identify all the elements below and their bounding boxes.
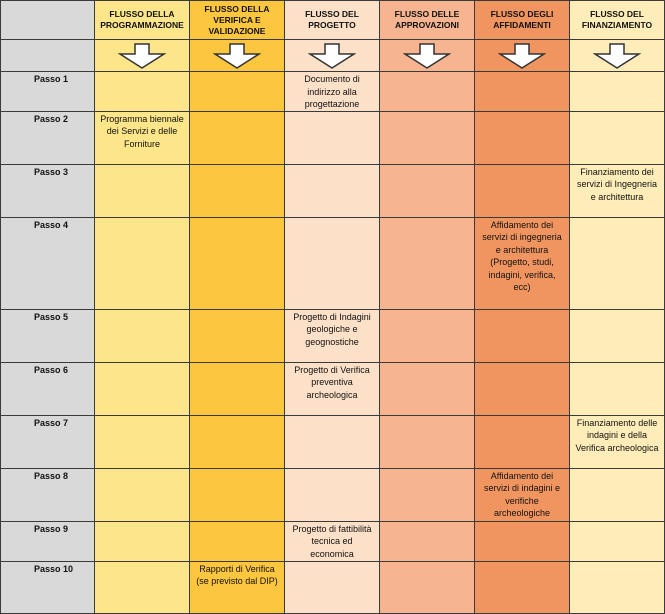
step-cell	[95, 415, 190, 468]
step-cell	[285, 164, 380, 217]
step-cell	[475, 111, 570, 164]
step-cell	[380, 217, 475, 309]
step-cell: Programma biennale dei Servizi e delle Forniture	[95, 111, 190, 164]
step-row	[1, 217, 665, 309]
step-cell	[380, 561, 475, 613]
step-label: Passo 2	[1, 111, 95, 164]
step-cell	[570, 561, 665, 613]
arrow-row	[1, 40, 665, 72]
step-cell	[570, 217, 665, 309]
step-label: Passo 5	[1, 309, 95, 362]
step-row	[1, 72, 665, 112]
step-cell	[380, 309, 475, 362]
step-row	[1, 521, 665, 561]
step-cell	[570, 468, 665, 521]
step-cell: Finanziamento delle indagini e della Verifica archeologica	[570, 415, 665, 468]
step-cell	[95, 217, 190, 309]
step-cell	[475, 561, 570, 613]
header-affidamenti: FLUSSO DEGLI AFFIDAMENTI	[475, 1, 570, 40]
arrow-cell	[380, 40, 475, 72]
step-cell	[475, 164, 570, 217]
down-arrow-icon	[308, 43, 356, 69]
step-row	[1, 309, 665, 362]
arrow-cell	[285, 40, 380, 72]
header-verifica: FLUSSO DELLA VERIFICA E VALIDAZIONE	[190, 1, 285, 40]
step-label: Passo 7	[1, 415, 95, 468]
header-approvazioni: FLUSSO DELLE APPROVAZIONI	[380, 1, 475, 40]
down-arrow-icon	[498, 43, 546, 69]
step-cell	[380, 72, 475, 112]
step-cell: Documento di indirizzo alla progettazione	[285, 72, 380, 112]
step-cell	[95, 164, 190, 217]
step-cell	[475, 72, 570, 112]
step-cell: Finanziamento dei servizi di Ingegneria e architettura	[570, 164, 665, 217]
arrow-cell	[190, 40, 285, 72]
down-arrow-icon	[403, 43, 451, 69]
step-row	[1, 561, 665, 613]
down-arrow-icon	[118, 43, 166, 69]
step-row	[1, 111, 665, 164]
step-cell	[380, 415, 475, 468]
step-cell	[95, 561, 190, 613]
step-cell	[190, 468, 285, 521]
step-row	[1, 415, 665, 468]
step-cell	[285, 415, 380, 468]
corner-cell	[1, 1, 95, 40]
step-label: Passo 10	[1, 561, 95, 613]
arrow-row-label	[1, 40, 95, 72]
step-cell	[380, 362, 475, 415]
step-cell: Affidamento dei servizi di ingegneria e architettura (Progetto, studi, indagini, verifica, ecc)	[475, 217, 570, 309]
step-cell	[95, 72, 190, 112]
step-cell: Progetto di fattibilità tecnica ed economica	[285, 521, 380, 561]
step-cell	[475, 521, 570, 561]
step-label: Passo 1	[1, 72, 95, 112]
arrow-cell	[475, 40, 570, 72]
step-cell	[380, 468, 475, 521]
step-cell	[190, 415, 285, 468]
step-cell	[570, 309, 665, 362]
step-label: Passo 6	[1, 362, 95, 415]
header-finanziamento: FLUSSO DEL FINANZIAMENTO	[570, 1, 665, 40]
arrow-cell	[95, 40, 190, 72]
step-cell	[95, 521, 190, 561]
step-cell: Affidamento dei servizi di indagini e verifiche archeologiche	[475, 468, 570, 521]
step-cell	[190, 521, 285, 561]
step-cell	[570, 362, 665, 415]
down-arrow-icon	[213, 43, 261, 69]
step-cell	[380, 521, 475, 561]
step-label: Passo 9	[1, 521, 95, 561]
step-label: Passo 3	[1, 164, 95, 217]
step-cell	[475, 309, 570, 362]
header-progetto: FLUSSO DEL PROGETTO	[285, 1, 380, 40]
step-cell	[570, 111, 665, 164]
step-cell	[190, 111, 285, 164]
arrow-cell	[570, 40, 665, 72]
step-cell: Progetto di Indagini geologiche e geognostiche	[285, 309, 380, 362]
step-cell: Rapporti di Verifica (se previsto dal DIP)	[190, 561, 285, 613]
step-cell	[95, 468, 190, 521]
header-programmazione: FLUSSO DELLA PROGRAMMAZIONE	[95, 1, 190, 40]
step-cell	[190, 164, 285, 217]
step-cell	[190, 72, 285, 112]
step-cell	[380, 111, 475, 164]
step-row	[1, 164, 665, 217]
step-cell	[95, 362, 190, 415]
step-cell: Progetto di Verifica preventiva archeologica	[285, 362, 380, 415]
step-cell	[285, 468, 380, 521]
step-cell	[570, 72, 665, 112]
header-row	[1, 1, 665, 40]
step-row	[1, 362, 665, 415]
step-cell	[190, 309, 285, 362]
step-cell	[95, 309, 190, 362]
step-cell	[475, 362, 570, 415]
step-cell	[570, 521, 665, 561]
down-arrow-icon	[593, 43, 641, 69]
step-cell	[190, 362, 285, 415]
step-label: Passo 4	[1, 217, 95, 309]
step-cell	[475, 415, 570, 468]
step-cell	[285, 217, 380, 309]
step-cell	[190, 217, 285, 309]
step-label: Passo 8	[1, 468, 95, 521]
step-cell	[380, 164, 475, 217]
step-row	[1, 468, 665, 521]
step-cell	[285, 111, 380, 164]
step-cell	[285, 561, 380, 613]
